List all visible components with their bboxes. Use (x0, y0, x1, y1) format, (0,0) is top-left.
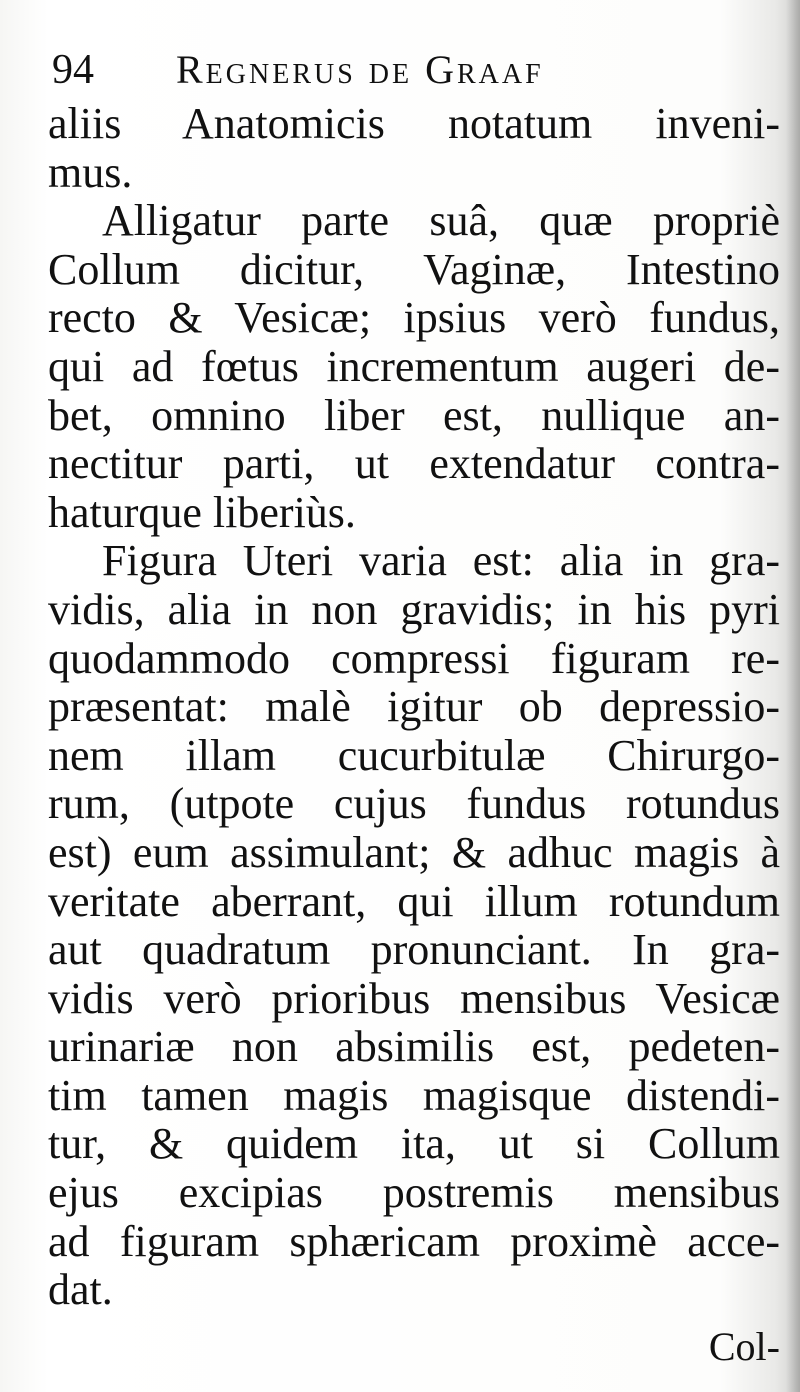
text-line: Collum dicitur, Vaginæ, Intestino (48, 244, 780, 294)
text-line: præsentat: malè igitur ob depressio- (48, 682, 780, 732)
text-line: tim tamen magis magisque distendi- (48, 1070, 780, 1120)
text-line: Figura Uteri varia est: alia in gra- (102, 536, 780, 586)
text-line: quodammodo compressi figuram re- (48, 633, 780, 683)
text-line: haturque liberiùs. (48, 487, 356, 537)
body-text (48, 100, 780, 1315)
text-line: Alligatur parte suâ, quæ propriè (102, 196, 780, 246)
text-line: nectitur parti, ut extendatur contra- (48, 439, 780, 489)
catchword: Col- (708, 1324, 780, 1369)
text-line: nem illam cucurbitulæ Chirurgo- (48, 730, 780, 780)
page-edge-shadow (786, 0, 800, 1392)
page-header (52, 40, 752, 100)
running-head: Regnerus de Graaf (176, 47, 544, 92)
text-line: ad figuram sphæricam proximè acce- (48, 1216, 780, 1266)
text-line: veritate aberrant, qui illum rotundum (48, 876, 780, 926)
text-line: mus. (48, 147, 133, 197)
text-line: qui ad fœtus incrementum augeri de- (48, 341, 780, 391)
text-line: tur, & quidem ita, ut si Collum (48, 1119, 780, 1169)
text-line: dat. (48, 1265, 113, 1315)
text-line: est) eum assimulant; & adhuc magis à (48, 827, 780, 877)
text-line: vidis, alia in non gravidis; in his pyri (48, 584, 780, 634)
text-line: aliis Anatomicis notatum inveni- (48, 99, 780, 148)
text-line: recto & Vesicæ; ipsius verò fundus, (48, 293, 780, 343)
text-line: bet, omnino liber est, nullique an- (48, 390, 780, 440)
text-line: rum, (utpote cujus fundus rotundus (48, 779, 780, 829)
text-line: ejus excipias postremis mensibus (48, 1168, 780, 1218)
text-line: aut quadratum pronunciant. In gra- (48, 925, 780, 975)
page-number: 94 (52, 47, 94, 93)
text-line: vidis verò prioribus mensibus Vesicæ (48, 973, 780, 1023)
text-line: urinariæ non absimilis est, pedeten- (48, 1022, 780, 1072)
